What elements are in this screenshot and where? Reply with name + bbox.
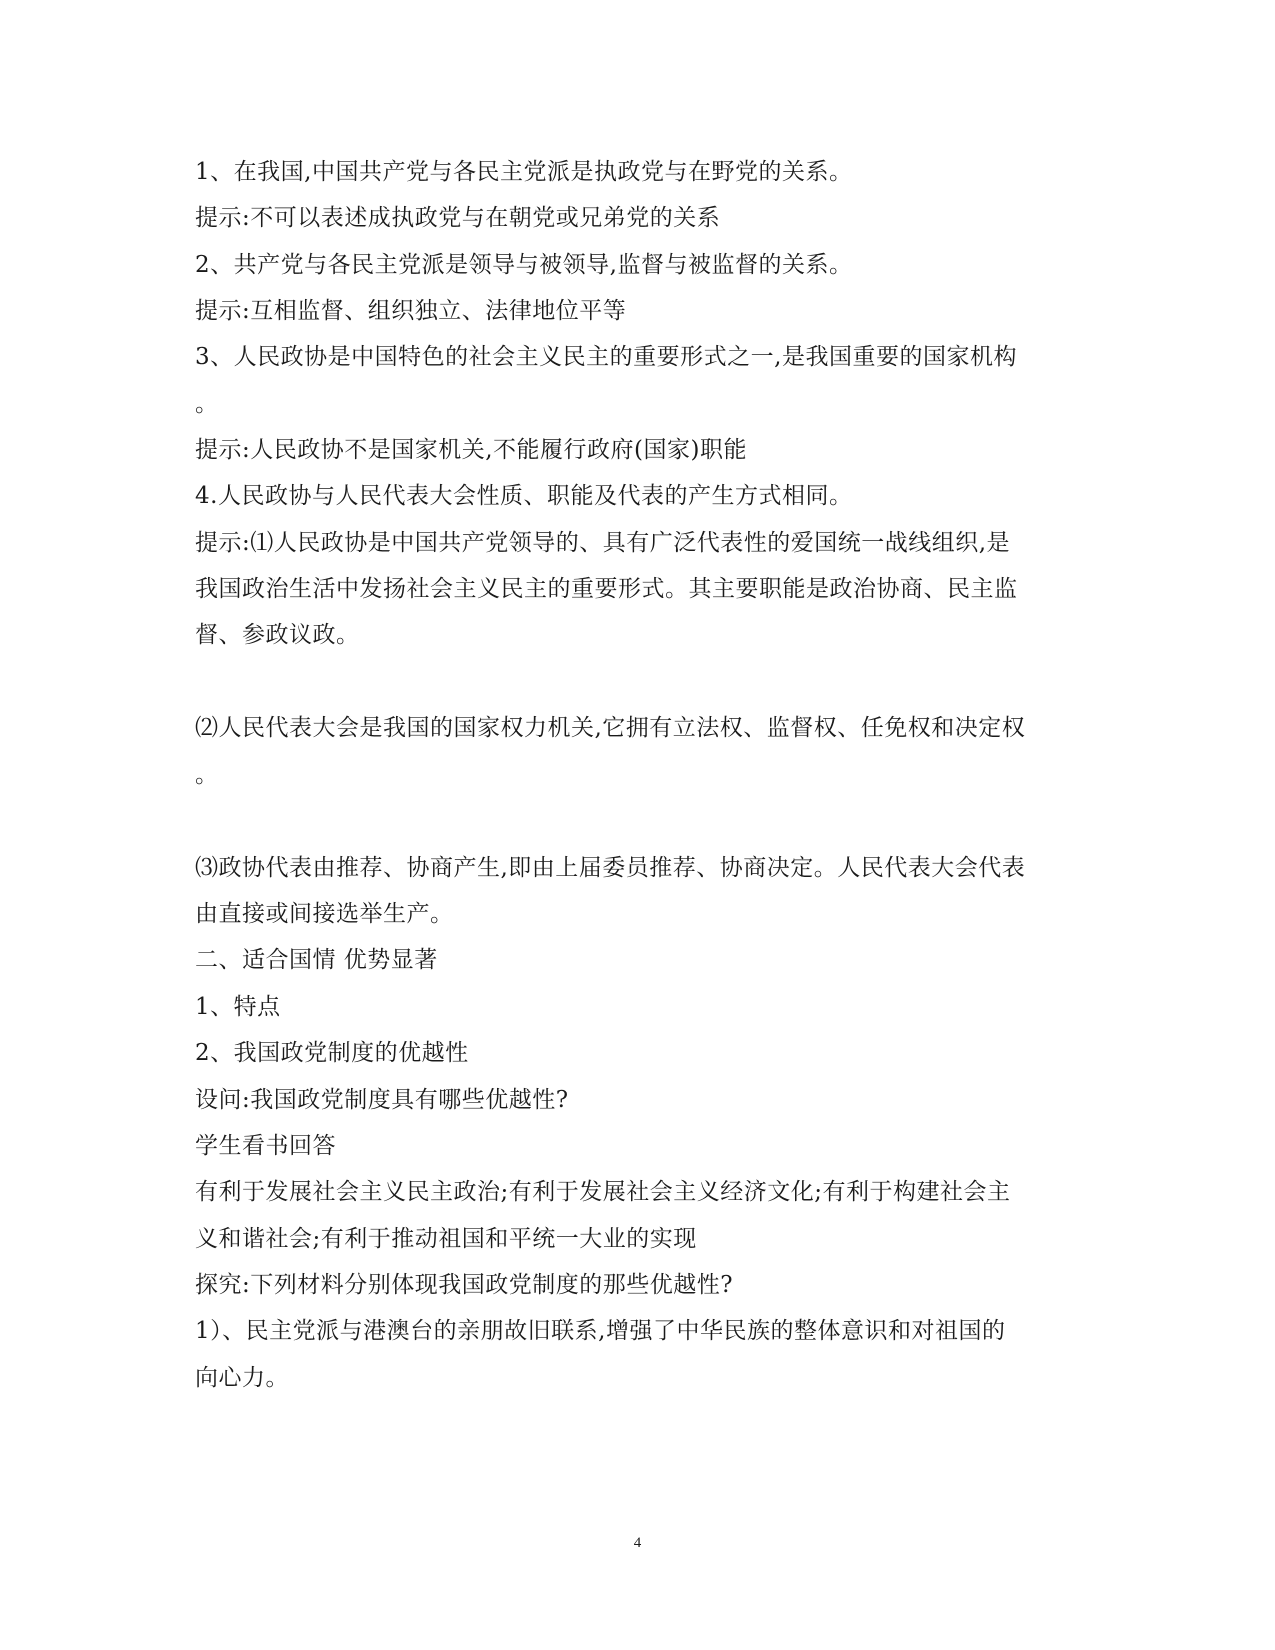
text-line: 义和谐社会;有利于推动祖国和平统一大业的实现 <box>195 1226 697 1252</box>
text-line: 提示:不可以表述成执政党与在朝党或兄弟党的关系 <box>195 205 721 231</box>
text-line: 1、在我国,中国共产党与各民主党派是执政党与在野党的关系。 <box>195 159 853 185</box>
text-line: 2、共产党与各民主党派是领导与被领导,监督与被监督的关系。 <box>195 252 853 278</box>
text-line: 二、适合国情 优势显著 <box>195 947 438 973</box>
text-line: 向心力。 <box>195 1365 289 1391</box>
text-line: 4.人民政协与人民代表大会性质、职能及代表的产生方式相同。 <box>195 483 853 509</box>
page-number: 4 <box>633 1535 642 1551</box>
text-line: 由直接或间接选举生产。 <box>195 901 454 927</box>
text-line: 。 <box>195 391 219 417</box>
text-line: 设问:我国政党制度具有哪些优越性? <box>195 1087 569 1113</box>
text-line: 我国政治生活中发扬社会主义民主的重要形式。其主要职能是政治协商、民主监 <box>195 576 1018 602</box>
text-line: ⑶政协代表由推荐、协商产生,即由上届委员推荐、协商决定。人民代表大会代表 <box>195 855 1026 881</box>
text-line: 2、我国政党制度的优越性 <box>195 1040 469 1066</box>
text-line: 提示:⑴人民政协是中国共产党领导的、具有广泛代表性的爱国统一战线组织,是 <box>195 530 1011 556</box>
text-line: 提示:人民政协不是国家机关,不能履行政府(国家)职能 <box>195 437 748 463</box>
text-line: 有利于发展社会主义民主政治;有利于发展社会主义经济文化;有利于构建社会主 <box>195 1179 1011 1205</box>
text-line: ⑵人民代表大会是我国的国家权力机关,它拥有立法权、监督权、任免权和决定权 <box>195 715 1026 741</box>
text-line: 学生看书回答 <box>195 1133 336 1159</box>
text-line: 3、人民政协是中国特色的社会主义民主的重要形式之一,是我国重要的国家机构 <box>195 344 1017 370</box>
text-line: 探究:下列材料分别体现我国政党制度的那些优越性? <box>195 1272 734 1298</box>
text-line: 1）、民主党派与港澳台的亲朋故旧联系,增强了中华民族的整体意识和对祖国的 <box>195 1318 1006 1344</box>
text-line: 提示:互相监督、组织独立、法律地位平等 <box>195 298 627 324</box>
text-line: 1、特点 <box>195 994 281 1020</box>
text-line: 。 <box>195 762 219 788</box>
text-line: 督、参政议政。 <box>195 622 360 648</box>
